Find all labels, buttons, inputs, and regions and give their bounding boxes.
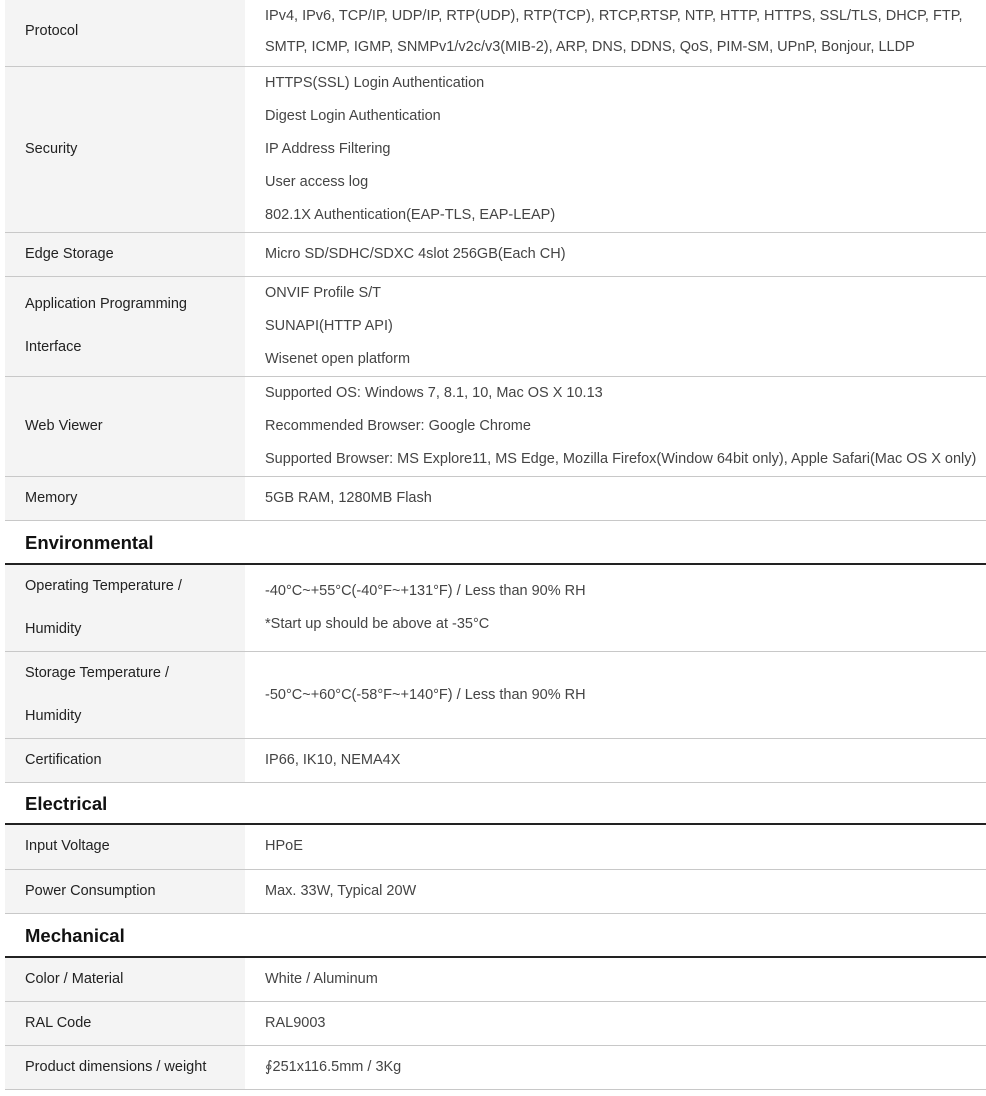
electrical-spec-table — [5, 825, 986, 914]
spec-label: Operating Temperature / Humidity — [5, 565, 245, 652]
spec-value: HTTPS(SSL) Login Authentication Digest Login Authentication IP Address Filtering User access log 802.1X Authentication(EAP-TLS, EAP-LEAP) — [245, 66, 986, 232]
spec-value: ONVIF Profile S/T SUNAPI(HTTP API) Wisenet open platform — [245, 276, 986, 376]
spec-value: 5GB RAM, 1280MB Flash — [245, 476, 986, 520]
spec-label: Certification — [5, 739, 245, 783]
spec-row-color-material — [5, 958, 986, 1002]
network-spec-table — [5, 0, 986, 521]
environmental-spec-table — [5, 565, 986, 784]
spec-value: Supported OS: Windows 7, 8.1, 10, Mac OS X 10.13 Recommended Browser: Google Chrome Supported Browser: MS Explore11, MS Edge, Mozilla Firefox(Window 64bit only), Apple Safari(Mac OS X only) — [245, 376, 986, 476]
spec-value: RAL9003 — [245, 1002, 986, 1046]
spec-label: Memory — [5, 476, 245, 520]
spec-label: Protocol — [5, 0, 245, 66]
spec-row-product-dimensions — [5, 1046, 986, 1090]
spec-value: Micro SD/SDHC/SDXC 4slot 256GB(Each CH) — [245, 232, 986, 276]
spec-label: Input Voltage — [5, 825, 245, 869]
section-title-electrical: Electrical — [5, 783, 986, 825]
section-title-environmental: Environmental — [5, 521, 986, 565]
spec-label: Edge Storage — [5, 232, 245, 276]
spec-row-edge-storage — [5, 232, 986, 276]
spec-label: Web Viewer — [5, 376, 245, 476]
spec-value: HPoE — [245, 825, 986, 869]
section-title-mechanical: Mechanical — [5, 914, 986, 958]
spec-row-power-consumption — [5, 869, 986, 913]
spec-row-ral-code — [5, 1002, 986, 1046]
spec-row-protocol — [5, 0, 986, 66]
spec-value: ∮251x116.5mm / 3Kg — [245, 1046, 986, 1090]
spec-label: Storage Temperature / Humidity — [5, 652, 245, 739]
spec-label: Application Programming Interface — [5, 276, 245, 376]
spec-value: -40°C~+55°C(-40°F~+131°F) / Less than 90% RH *Start up should be above at -35°C — [245, 565, 986, 652]
spec-row-web-viewer — [5, 376, 986, 476]
spec-value: IP66, IK10, NEMA4X — [245, 739, 986, 783]
spec-row-storage-temperature — [5, 652, 986, 739]
spec-row-input-voltage — [5, 825, 986, 869]
spec-value: White / Aluminum — [245, 958, 986, 1002]
spec-row-security — [5, 66, 986, 232]
spec-row-api — [5, 276, 986, 376]
spec-label: Power Consumption — [5, 869, 245, 913]
spec-label: RAL Code — [5, 1002, 245, 1046]
spec-value: Max. 33W, Typical 20W — [245, 869, 986, 913]
spec-label: Security — [5, 66, 245, 232]
mechanical-spec-table — [5, 958, 986, 1091]
spec-row-operating-temperature — [5, 565, 986, 652]
spec-row-certification — [5, 739, 986, 783]
spec-row-memory — [5, 476, 986, 520]
spec-label: Product dimensions / weight — [5, 1046, 245, 1090]
spec-label: Color / Material — [5, 958, 245, 1002]
spec-value: IPv4, IPv6, TCP/IP, UDP/IP, RTP(UDP), RTP(TCP), RTCP,RTSP, NTP, HTTP, HTTPS, SSL/TLS, DHCP, FTP, SMTP, ICMP, IGMP, SNMPv1/v2c/v3(MIB-2), ARP, DNS, DDNS, QoS, PIM-SM, UPnP, Bonjour, LLDP — [245, 0, 986, 66]
spec-value: -50°C~+60°C(-58°F~+140°F) / Less than 90% RH — [245, 652, 986, 739]
